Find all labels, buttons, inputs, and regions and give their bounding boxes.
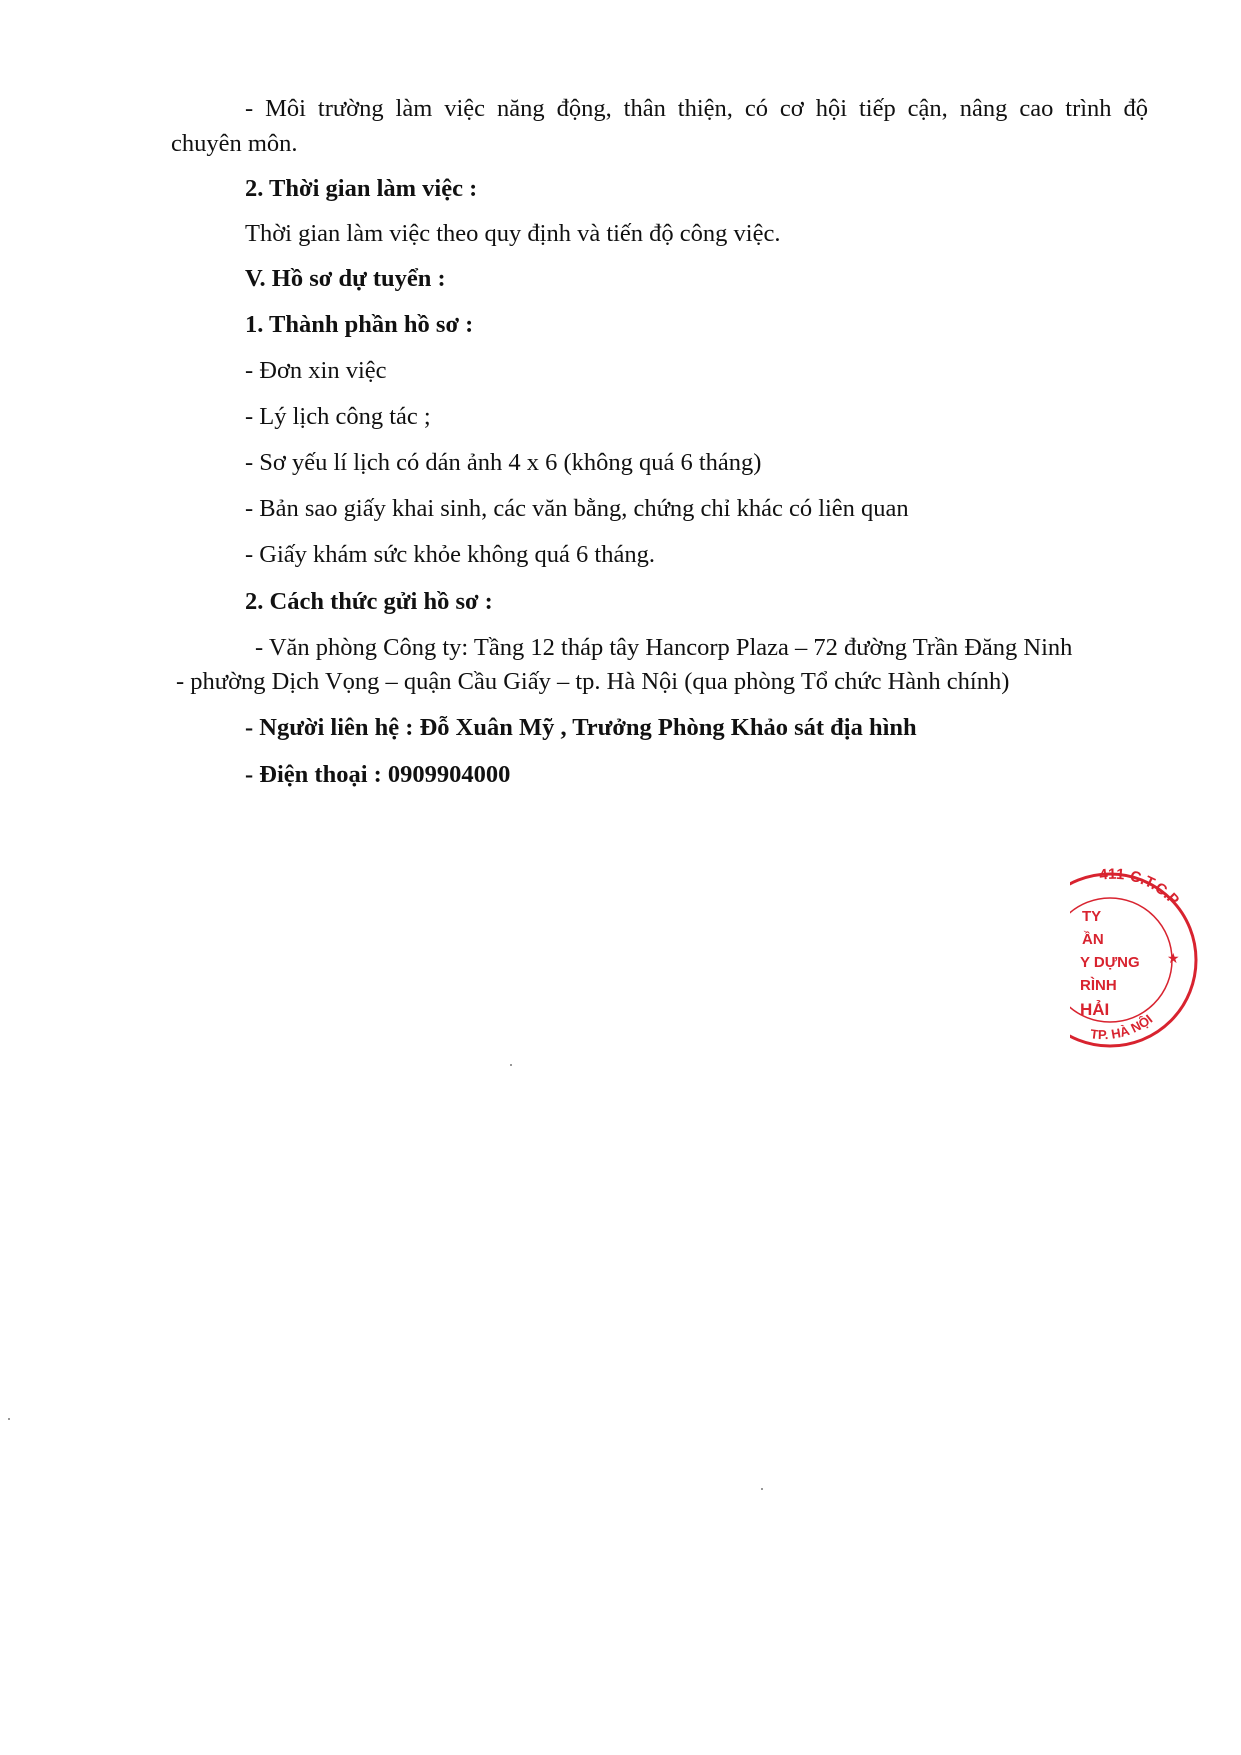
benefit-line-1 <box>245 94 1148 124</box>
section-v-heading: V. Hồ sơ dự tuyển : <box>245 265 446 292</box>
submission-heading: 2. Cách thức gửi hồ sơ : <box>245 588 493 615</box>
address-line-1: - Văn phòng Công ty: Tầng 12 tháp tây Hancorp Plaza – 72 đường Trần Đăng Ninh <box>255 634 1073 661</box>
benefit-line-2: chuyên môn. <box>171 130 298 157</box>
stamp-inner-text: HẢI <box>1080 1000 1110 1019</box>
stamp-graphic <box>1070 850 1200 1065</box>
scan-speck <box>8 1418 10 1420</box>
components-heading: 1. Thành phần hồ sơ : <box>245 311 474 338</box>
stamp-inner-text: RÌNH <box>1080 977 1117 994</box>
working-time-text: Thời gian làm việc theo quy định và tiến độ công việc. <box>245 220 781 247</box>
contact-line: - Người liên hệ : Đỗ Xuân Mỹ , Trưởng Phòng Khảo sát địa hình <box>245 714 917 741</box>
component-item: - Giấy khám sức khỏe không quá 6 tháng. <box>245 541 655 568</box>
stamp-city-text: TP. HÀ NỘI <box>1089 1011 1156 1043</box>
working-time-heading: 2. Thời gian làm việc : <box>245 175 478 202</box>
stamp-ring-text: 411-C.T.C.P <box>1098 865 1183 909</box>
phone-line: - Điện thoại : 0909904000 <box>245 761 511 788</box>
stamp-star-icon: ★ <box>1167 951 1180 967</box>
scan-speck <box>761 1488 763 1490</box>
stamp-inner-text: TY <box>1082 908 1102 925</box>
stamp-inner-text: ẦN <box>1082 931 1104 948</box>
component-item: - Đơn xin việc <box>245 357 387 384</box>
company-stamp <box>1070 850 1200 1065</box>
scan-speck <box>510 1064 512 1066</box>
component-item: - Lý lịch công tác ; <box>245 403 431 430</box>
component-item: - Bản sao giấy khai sinh, các văn bằng, chứng chỉ khác có liên quan <box>245 495 909 522</box>
address-line-2: - phường Dịch Vọng – quận Cầu Giấy – tp. Hà Nội (qua phòng Tổ chức Hành chính) <box>176 668 1010 695</box>
component-item: - Sơ yếu lí lịch có dán ảnh 4 x 6 (không quá 6 tháng) <box>245 449 762 476</box>
stamp-inner-text: Y DỰNG <box>1080 954 1140 971</box>
benefit-text-1: - Môi trường làm việc năng động, thân thiện, có cơ hội tiếp cận, nâng cao trình độ <box>245 95 1148 122</box>
